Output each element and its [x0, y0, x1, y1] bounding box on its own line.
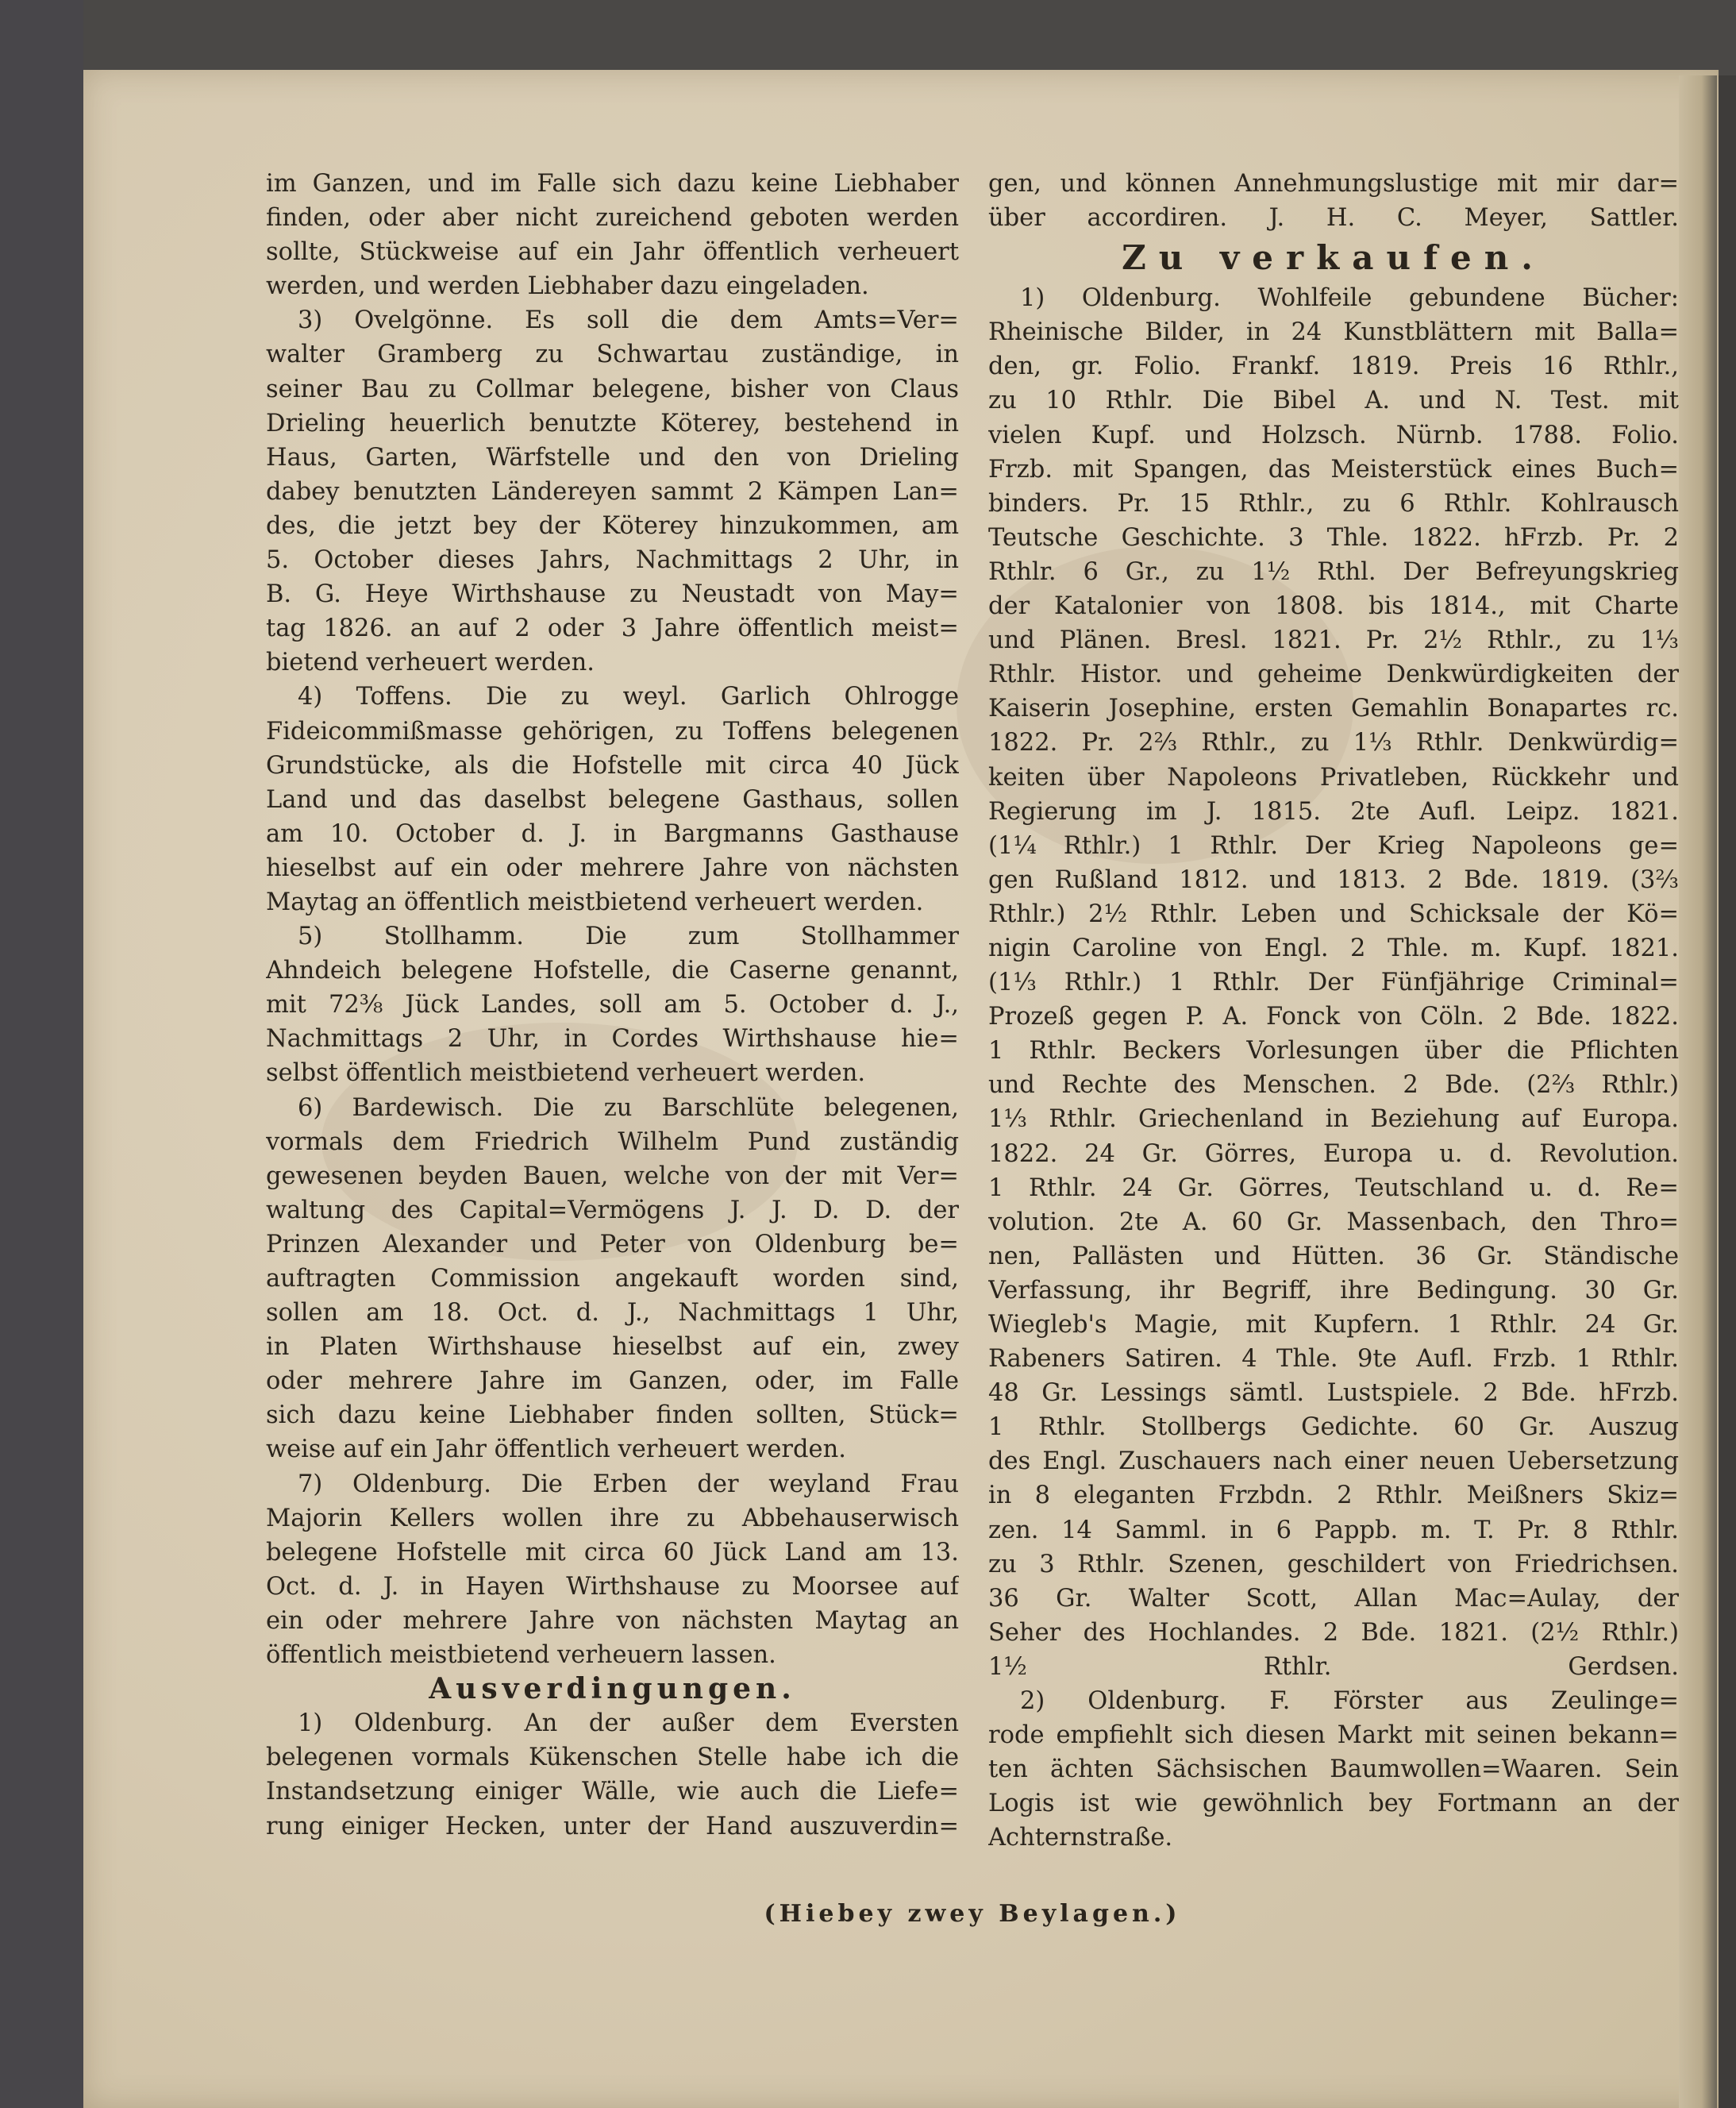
text-line: hieselbst auf ein oder mehrere Jahre von nächsten — [266, 854, 959, 882]
text-line: nigin Caroline von Engl. 2 Thle. m. Kupf. 1821. — [988, 934, 1679, 962]
footer-note: (Hiebey zwey Beylagen.) — [764, 1900, 1181, 1928]
text-line: weise auf ein Jahr öffentlich verheuert werden. — [266, 1436, 846, 1464]
text-line: gewesenen beyden Bauen, welche von der mit Ver= — [266, 1162, 959, 1190]
text-line: sollen am 18. Oct. d. J., Nachmittags 1 Uhr, — [266, 1299, 959, 1328]
text-line: vormals dem Friedrich Wilhelm Pund zuständig — [266, 1127, 959, 1156]
text-line: auftragten Commission angekauft worden sind, — [266, 1265, 959, 1293]
text-line: oder mehrere Jahre im Ganzen, oder, im Falle — [266, 1367, 959, 1396]
text-line: 36 Gr. Walter Scott, Allan Mac=Aulay, der — [988, 1584, 1679, 1613]
text-line: Ahndeich belegene Hofstelle, die Caserne genannt, — [266, 957, 959, 985]
text-line: Frzb. mit Spangen, das Meisterstück eines Buch= — [988, 455, 1679, 484]
text-line: 5) Stollhamm. Die zum Stollhammer — [298, 923, 959, 951]
text-line: 5. October dieses Jahrs, Nachmittags 2 Uhr, in — [266, 546, 959, 575]
text-line: Maytag an öffentlich meistbietend verheuert werden. — [266, 888, 924, 916]
text-line: zen. 14 Samml. in 6 Pappb. m. T. Pr. 8 Rthlr. — [988, 1516, 1679, 1544]
scan-background-top — [0, 0, 1736, 75]
text-line: 48 Gr. Lessings sämtl. Lustspiele. 2 Bde. hFrzb. — [988, 1379, 1679, 1408]
text-line: binders. Pr. 15 Rthlr., zu 6 Rthlr. Kohlrausch — [988, 489, 1679, 518]
text-line: Regierung im J. 1815. 2te Aufl. Leipz. 1821. — [988, 797, 1679, 826]
text-line: Nachmittags 2 Uhr, in Cordes Wirthshause hie= — [266, 1025, 959, 1054]
text-line: bietend verheuert werden. — [266, 649, 595, 677]
text-line: belegene Hofstelle mit circa 60 Jück Land am 13. — [266, 1538, 959, 1567]
text-line: B. G. Heye Wirthshause zu Neustadt von May= — [266, 580, 959, 609]
text-line: 1822. 24 Gr. Görres, Europa u. d. Revolution. — [988, 1139, 1679, 1168]
text-line: Oct. d. J. in Hayen Wirthshause zu Moorsee auf — [266, 1572, 959, 1601]
section-heading: Ausverdingungen. — [429, 1672, 796, 1706]
text-line: den, gr. Folio. Frankf. 1819. Preis 16 Rthlr., — [988, 353, 1679, 381]
text-line: Prinzen Alexander und Peter von Oldenburg be= — [266, 1230, 959, 1258]
text-line: sich dazu keine Liebhaber finden sollten, Stück= — [266, 1401, 959, 1430]
text-line: 1) Oldenburg. Wohlfeile gebundene Bücher: — [1020, 284, 1679, 313]
text-line: Rthlr. Histor. und geheime Denkwürdigkeiten der — [988, 661, 1679, 689]
text-line: zu 3 Rthlr. Szenen, geschildert von Friedrichsen. — [988, 1550, 1679, 1578]
left-column — [266, 167, 959, 1844]
text-line: 4) Toffens. Die zu weyl. Garlich Ohlrogge — [298, 683, 959, 711]
text-line: selbst öffentlich meistbietend verheuert werden. — [266, 1059, 866, 1088]
text-line: finden, oder aber nicht zureichend geboten werden — [266, 204, 959, 233]
text-line: 1 Rthlr. Stollbergs Gedichte. 60 Gr. Auszug — [988, 1413, 1679, 1442]
text-line: 3) Ovelgönne. Es soll die dem Amts=Ver= — [298, 306, 959, 335]
text-line: dabey benutzten Ländereyen sammt 2 Kämpen Lan= — [266, 477, 959, 506]
text-line: tag 1826. an auf 2 oder 3 Jahre öffentlich meist= — [266, 615, 959, 643]
text-line: rode empfiehlt sich diesen Markt mit seinen bekann= — [988, 1721, 1679, 1750]
text-line: Fideicommißmasse gehörigen, zu Toffens belegenen — [266, 717, 959, 746]
text-line: werden, und werden Liebhaber dazu eingeladen. — [266, 272, 869, 301]
text-line: des, die jetzt bey der Köterey hinzukommen, am — [266, 511, 959, 540]
text-line: Rthlr.) 2½ Rthlr. Leben und Schicksale der Kö= — [988, 900, 1679, 928]
text-line: mit 72⅜ Jück Landes, soll am 5. October d. J., — [266, 991, 959, 1019]
text-line: 1½ Rthlr. Gerdsen. — [988, 1652, 1679, 1681]
text-line: Land und das daselbst belegene Gasthaus, sollen — [266, 785, 959, 814]
text-line: ein oder mehrere Jahre von nächsten Maytag an — [266, 1606, 959, 1635]
text-line: Haus, Garten, Wärfstelle und den von Drieling — [266, 443, 959, 472]
text-line: Majorin Kellers wollen ihre zu Abbehauserwisch — [266, 1504, 959, 1532]
text-line: und Rechte des Menschen. 2 Bde. (2⅔ Rthlr.) — [988, 1071, 1679, 1100]
text-line: der Katalonier von 1808. bis 1814., mit Charte — [988, 592, 1679, 621]
text-line: 1⅓ Rthlr. Griechenland in Beziehung auf Europa. — [988, 1105, 1679, 1134]
text-line: öffentlich meistbietend verheuern lassen. — [266, 1641, 776, 1670]
text-line: Rthlr. 6 Gr., zu 1½ Rthl. Der Befreyungskrieg — [988, 557, 1679, 586]
text-line: 1) Oldenburg. An der außer dem Eversten — [298, 1709, 959, 1738]
text-line: Drieling heuerlich benutzte Köterey, bestehend in — [266, 409, 959, 437]
scan-background-left — [0, 0, 83, 2108]
text-line: Teutsche Geschichte. 3 Thle. 1822. hFrzb. Pr. 2 — [988, 523, 1679, 552]
text-line: Kaiserin Josephine, ersten Gemahlin Bonapartes rc. — [988, 695, 1679, 723]
text-line: des Engl. Zuschauers nach einer neuen Uebersetzung — [988, 1447, 1679, 1476]
text-line: Achternstraße. — [988, 1824, 1173, 1852]
text-line: walter Gramberg zu Schwartau zuständige, in — [266, 341, 959, 369]
text-line: sollte, Stückweise auf ein Jahr öffentlich verheuert — [266, 238, 959, 267]
text-line: Verfassung, ihr Begriff, ihre Bedingung. 30 Gr. — [988, 1276, 1679, 1304]
text-line: in 8 eleganten Frzbdn. 2 Rthlr. Meißners Skiz= — [988, 1482, 1679, 1510]
text-line: in Platen Wirthshause hieselbst auf ein, zwey — [266, 1333, 959, 1362]
text-line: seiner Bau zu Collmar belegene, bisher von Claus — [266, 375, 959, 403]
text-line: Rheinische Bilder, in 24 Kunstblättern mit Balla= — [988, 318, 1679, 347]
text-line: am 10. October d. J. in Bargmanns Gasthause — [266, 819, 959, 848]
text-line: (1⅓ Rthlr.) 1 Rthlr. Der Fünfjährige Criminal= — [988, 969, 1679, 997]
text-line: im Ganzen, und im Falle sich dazu keine Liebhaber — [266, 170, 959, 198]
text-line: Wiegleb's Magie, mit Kupfern. 1 Rthlr. 24 Gr. — [988, 1311, 1679, 1339]
text-line: 6) Bardewisch. Die zu Barschlüte belegenen, — [298, 1093, 959, 1122]
text-line: ten ächten Sächsischen Baumwollen=Waaren. Sein — [988, 1755, 1679, 1784]
text-line: rung einiger Hecken, unter der Hand auszuverdin= — [266, 1812, 959, 1840]
text-line: gen, und können Annehmungslustige mit mir dar= — [988, 170, 1679, 198]
text-line: vielen Kupf. und Holzsch. Nürnb. 1788. Folio. — [988, 421, 1679, 449]
text-line: Instandsetzung einiger Wälle, wie auch die Liefe= — [266, 1778, 959, 1806]
text-line: waltung des Capital=Vermögens J. J. D. D. der — [266, 1196, 959, 1224]
text-line: Grundstücke, als die Hofstelle mit circa 40 Jück — [266, 751, 959, 780]
right-column — [988, 167, 1679, 1856]
text-line: 1 Rthlr. 24 Gr. Görres, Teutschland u. d. Re= — [988, 1173, 1679, 1202]
text-line: 1822. Pr. 2⅔ Rthlr., zu 1⅓ Rthlr. Denkwürdig= — [988, 729, 1679, 757]
section-heading: Zu verkaufen. — [1122, 238, 1545, 278]
text-line: keiten über Napoleons Privatleben, Rückkehr und — [988, 763, 1679, 792]
text-line: Rabeners Satiren. 4 Thle. 9te Aufl. Frzb. 1 Rthlr. — [988, 1345, 1679, 1374]
text-line: 7) Oldenburg. Die Erben der weyland Frau — [298, 1470, 959, 1498]
text-line: und Plänen. Bresl. 1821. Pr. 2½ Rthlr., zu 1⅓ — [988, 626, 1679, 655]
text-line: nen, Pallästen und Hütten. 36 Gr. Ständische — [988, 1242, 1679, 1270]
text-line: 2) Oldenburg. F. Förster aus Zeulinge= — [1020, 1687, 1679, 1716]
text-line: volution. 2te A. 60 Gr. Massenbach, den Thro= — [988, 1208, 1679, 1236]
text-line: 1 Rthlr. Beckers Vorlesungen über die Pflichten — [988, 1037, 1679, 1066]
text-line: über accordiren. J. H. C. Meyer, Sattler. — [988, 204, 1679, 233]
text-line: zu 10 Rthlr. Die Bibel A. und N. Test. mit — [988, 387, 1679, 415]
text-line: Seher des Hochlandes. 2 Bde. 1821. (2½ Rthlr.) — [988, 1618, 1679, 1647]
text-line: (1¼ Rthlr.) 1 Rthlr. Der Krieg Napoleons ge= — [988, 831, 1679, 860]
text-line: belegenen vormals Kükenschen Stelle habe ich die — [266, 1744, 959, 1772]
text-line: Prozeß gegen P. A. Fonck von Cöln. 2 Bde. 1822. — [988, 1003, 1679, 1031]
text-line: Logis ist wie gewöhnlich bey Fortmann an der — [988, 1790, 1679, 1818]
text-line: gen Rußland 1812. und 1813. 2 Bde. 1819. (3⅔ — [988, 865, 1679, 894]
page-edge — [1679, 75, 1717, 2108]
